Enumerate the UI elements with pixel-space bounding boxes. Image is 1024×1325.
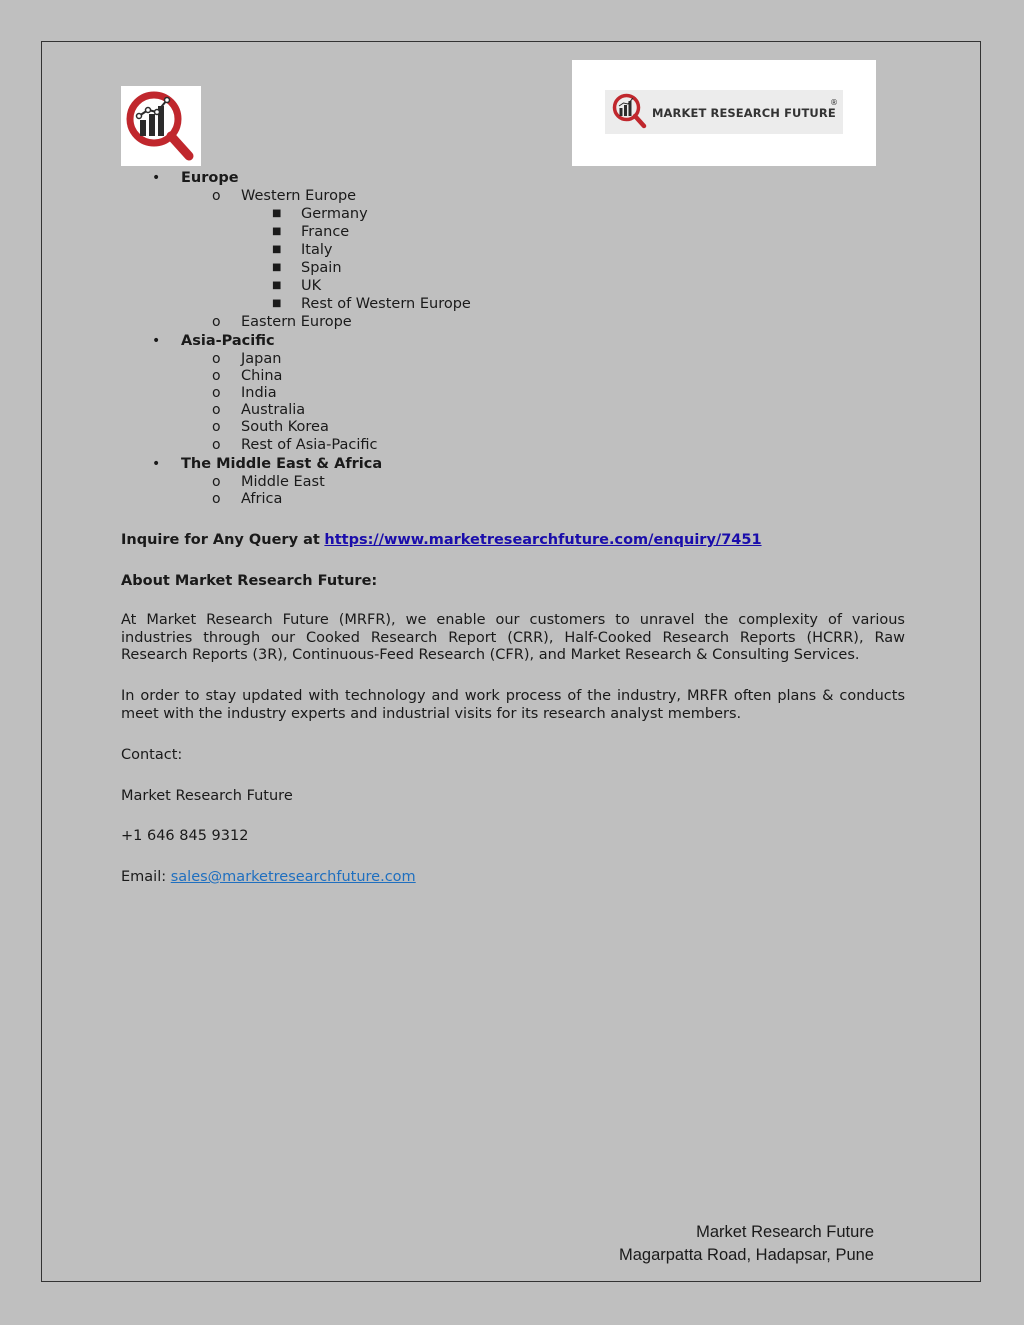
email-link[interactable]: sales@marketresearchfuture.com	[170, 869, 416, 885]
bullet-disc-icon: •	[152, 333, 161, 349]
list-item: Middle East	[241, 474, 325, 490]
footer-address: Magarpatta Road, Hadapsar, Pune	[618, 1246, 874, 1264]
bullet-circle-icon: o	[212, 368, 221, 384]
list-item: Australia	[241, 402, 306, 418]
mrf-logo-icon	[610, 91, 650, 131]
subregion-eastern-europe: Eastern Europe	[241, 314, 352, 330]
region-middle-east-africa: The Middle East & Africa	[181, 456, 383, 472]
list-item: South Korea	[241, 419, 329, 435]
region-asia-pacific: Asia-Pacific	[181, 333, 275, 349]
bullet-circle-icon: o	[212, 437, 221, 453]
bullet-circle-icon: o	[212, 419, 221, 435]
bullet-circle-icon: o	[212, 188, 221, 204]
contact-label: Contact:	[121, 747, 183, 763]
logo-small	[121, 86, 201, 166]
list-item: Rest of Asia-Pacific	[241, 437, 378, 453]
bullet-disc-icon: •	[152, 456, 161, 472]
bullet-square-icon: ■	[272, 298, 282, 309]
bullet-circle-icon: o	[212, 402, 221, 418]
list-item: Rest of Western Europe	[301, 296, 471, 312]
contact-phone: +1 646 845 9312	[121, 828, 249, 844]
list-item: Africa	[241, 491, 283, 507]
logo-banner	[572, 60, 876, 166]
inquire-line	[121, 531, 762, 549]
list-item: UK	[301, 278, 322, 294]
bullet-circle-icon: o	[212, 314, 221, 330]
contact-email-line	[121, 868, 416, 886]
document-page	[41, 41, 981, 1282]
bullet-square-icon: ■	[272, 244, 282, 255]
bullet-square-icon: ■	[272, 280, 282, 291]
bullet-square-icon: ■	[272, 208, 282, 219]
list-item: India	[241, 385, 277, 401]
bullet-circle-icon: o	[212, 385, 221, 401]
bullet-disc-icon: •	[152, 170, 161, 186]
about-paragraph-2: In order to stay updated with technology and work process of the industry, MRFR often plans & conducts meet with the industry experts and industrial visits for its research analyst members.	[121, 688, 905, 722]
list-item: Japan	[241, 351, 282, 367]
list-item: China	[241, 368, 283, 384]
about-paragraph-1: At Market Research Future (MRFR), we enable our customers to unravel the complexity of various industries through our Cooked Research Report (CRR), Half-Cooked Research Reports (HCRR), Raw Research Reports (3R), Continuous-Feed Research (CFR), and Market Research & Consulting Services.	[121, 612, 905, 663]
list-item: France	[301, 224, 350, 240]
region-europe: Europe	[181, 170, 239, 186]
brand-name: MARKET RESEARCH FUTURE	[652, 106, 836, 120]
bullet-circle-icon: o	[212, 351, 221, 367]
subregion-western-europe: Western Europe	[241, 188, 357, 204]
bullet-square-icon: ■	[272, 226, 282, 237]
list-item: Germany	[301, 206, 368, 222]
bullet-circle-icon: o	[212, 474, 221, 490]
bullet-square-icon: ■	[272, 262, 282, 273]
registered-mark: ®	[830, 98, 838, 107]
list-item: Spain	[301, 260, 342, 276]
bullet-circle-icon: o	[212, 491, 221, 507]
email-label: Email:	[121, 869, 167, 885]
footer-company: Market Research Future	[696, 1223, 874, 1241]
mrf-logo-icon	[121, 86, 201, 166]
inquire-label: Inquire for Any Query at	[121, 532, 320, 548]
about-heading: About Market Research Future:	[121, 573, 378, 589]
list-item: Italy	[301, 242, 333, 258]
contact-company: Market Research Future	[121, 788, 293, 804]
enquiry-link[interactable]: https://www.marketresearchfuture.com/enquiry/7451	[324, 532, 762, 548]
